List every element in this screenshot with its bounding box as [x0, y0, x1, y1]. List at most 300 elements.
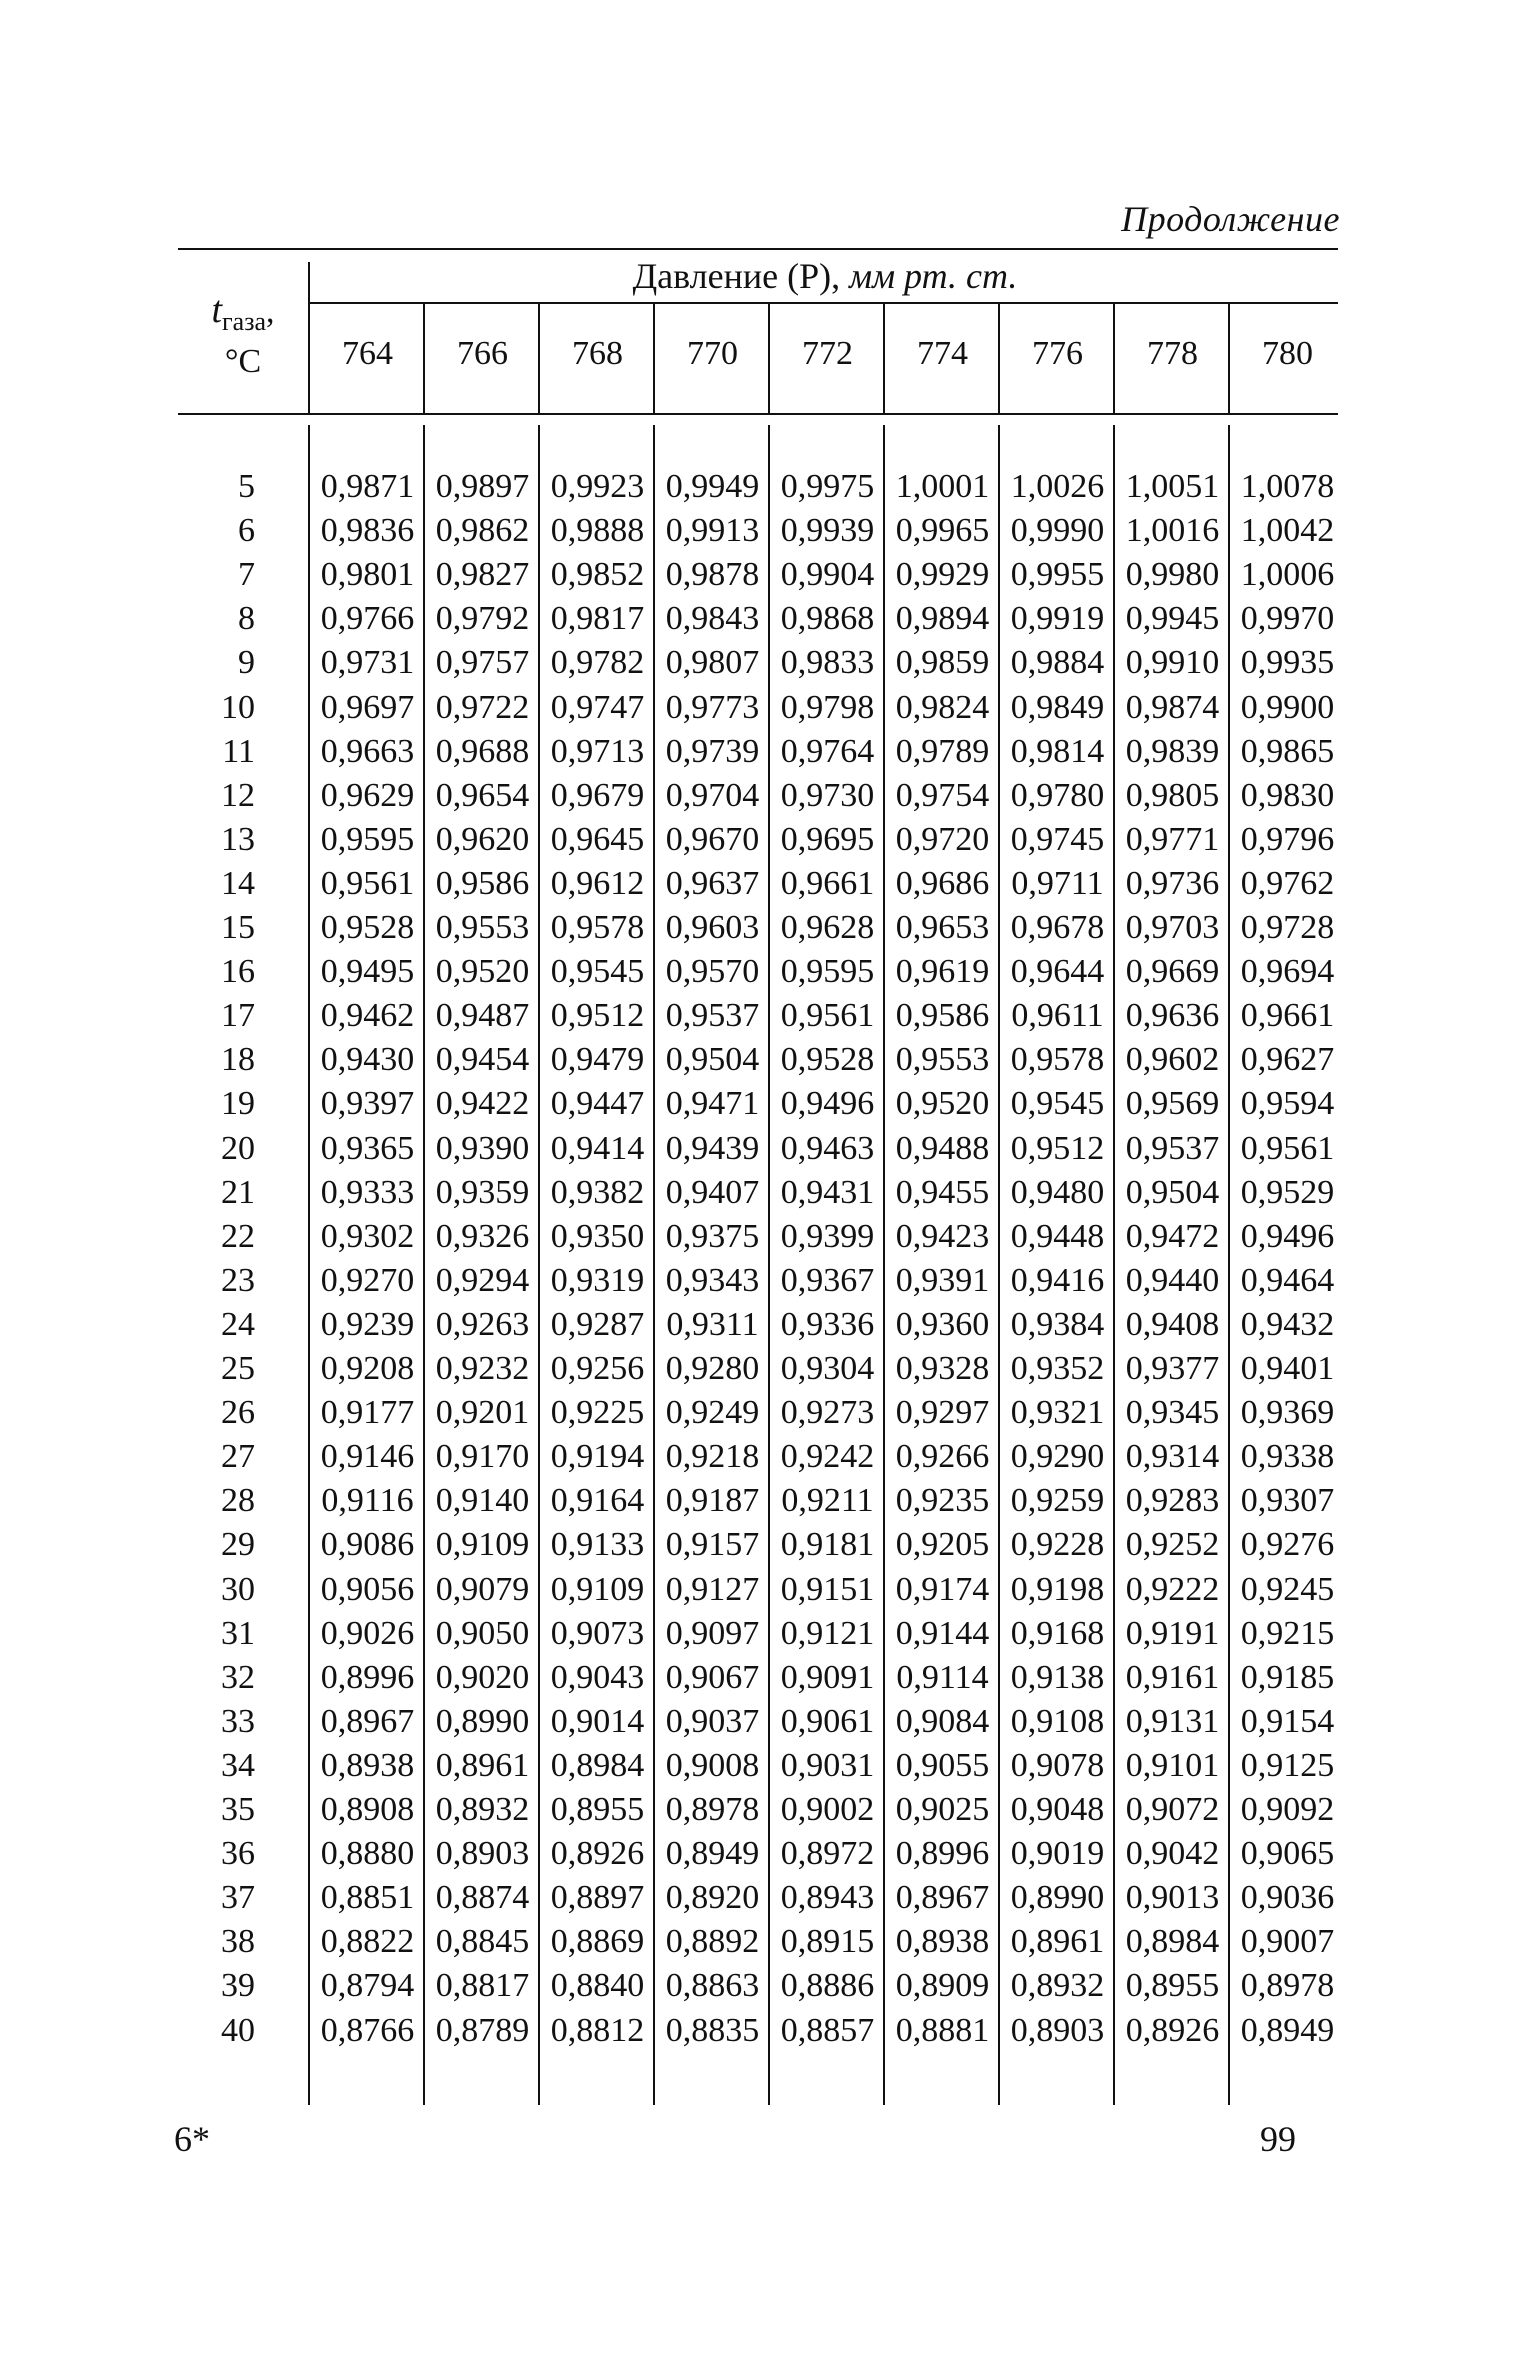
value-cell: 1,0006	[1240, 556, 1335, 594]
value-cell: 0,9637	[665, 864, 760, 902]
value-cell: 0,9127	[665, 1570, 760, 1608]
value-cell: 0,9888	[550, 512, 645, 550]
value-cell: 0,9185	[1240, 1658, 1335, 1696]
value-cell: 0,9266	[895, 1438, 990, 1476]
value-cell: 0,9086	[320, 1526, 415, 1564]
value-cell: 0,9529	[1240, 1173, 1335, 1211]
value-cell: 0,9359	[435, 1173, 530, 1211]
value-cell: 0,9578	[1010, 1041, 1105, 1079]
value-cell: 0,9439	[665, 1129, 760, 1167]
value-cell: 0,9678	[1010, 909, 1105, 946]
value-cell: 0,8789	[435, 2011, 530, 2049]
temperature-cell: 11	[222, 732, 255, 770]
value-cell: 0,9654	[435, 776, 530, 814]
value-cell: 0,9878	[665, 556, 760, 594]
pressure-header-774: 774	[917, 335, 968, 372]
temperature-cell: 12	[221, 776, 255, 814]
value-cell: 0,9369	[1240, 1394, 1335, 1432]
value-cell: 0,9859	[895, 644, 990, 682]
temperature-cell: 37	[221, 1879, 255, 1917]
value-cell: 0,8909	[895, 1967, 990, 2005]
value-cell: 0,9512	[1010, 1129, 1105, 1167]
value-cell: 0,9013	[1125, 1879, 1220, 1917]
temperature-cell: 6	[238, 512, 255, 550]
value-cell: 0,8874	[435, 1879, 530, 1917]
value-cell: 0,8955	[550, 1791, 645, 1828]
value-cell: 0,8949	[665, 1835, 760, 1873]
value-cell: 0,9367	[780, 1261, 875, 1299]
value-cell: 0,8978	[665, 1791, 760, 1828]
value-cell: 0,9627	[1240, 1041, 1335, 1079]
value-cell: 0,9338	[1240, 1438, 1335, 1476]
value-cell: 0,9430	[320, 1041, 415, 1079]
value-cell: 0,8908	[320, 1791, 415, 1828]
value-cell: 0,9694	[1240, 953, 1335, 991]
value-cell: 0,9423	[895, 1217, 990, 1255]
value-cell: 0,8915	[780, 1923, 875, 1961]
value-cell: 0,9747	[550, 688, 645, 726]
value-cell: 0,8972	[780, 1835, 875, 1873]
value-cell: 0,9314	[1125, 1438, 1220, 1476]
value-cell: 0,9528	[320, 909, 415, 946]
value-cell: 0,8961	[435, 1746, 530, 1784]
value-cell: 0,9645	[550, 820, 645, 858]
value-cell: 0,9448	[1010, 1217, 1105, 1255]
temperature-cell: 9	[238, 644, 255, 682]
value-cell: 0,8903	[435, 1835, 530, 1873]
value-cell: 0,9245	[1240, 1570, 1335, 1608]
value-cell: 0,9101	[1125, 1746, 1220, 1784]
value-cell: 0,9109	[435, 1526, 530, 1564]
value-cell: 0,9168	[1010, 1614, 1105, 1652]
value-cell: 0,9670	[665, 820, 760, 858]
value-cell: 0,9913	[665, 512, 760, 550]
value-cell: 0,9520	[435, 953, 530, 991]
temperature-cell: 15	[221, 909, 255, 946]
value-cell: 0,9416	[1010, 1261, 1105, 1299]
value-cell: 0,9215	[1240, 1614, 1335, 1652]
value-cell: 0,9629	[320, 776, 415, 814]
continued-label: Продолжение	[1121, 199, 1340, 239]
value-cell: 0,9276	[1240, 1526, 1335, 1564]
value-cell: 0,9757	[435, 644, 530, 682]
value-cell: 0,9440	[1125, 1261, 1220, 1299]
value-cell: 0,9377	[1125, 1350, 1220, 1387]
value-cell: 0,9154	[1240, 1702, 1335, 1740]
value-cell: 0,9537	[1125, 1129, 1220, 1167]
value-cell: 0,8840	[550, 1967, 645, 2005]
value-cell: 0,9432	[1240, 1305, 1335, 1343]
value-cell: 0,9805	[1125, 776, 1220, 814]
value-cell: 0,9174	[895, 1570, 990, 1608]
value-cell: 0,9092	[1240, 1791, 1335, 1828]
value-cell: 0,8881	[895, 2011, 990, 2049]
value-cell: 0,8863	[665, 1967, 760, 2005]
value-cell: 0,9297	[895, 1394, 990, 1432]
value-cell: 0,8897	[550, 1879, 645, 1917]
value-cell: 0,9116	[321, 1482, 414, 1520]
value-cell: 0,9728	[1240, 909, 1335, 946]
value-cell: 0,8892	[665, 1923, 760, 1961]
value-cell: 0,9603	[665, 909, 760, 946]
value-cell: 0,9766	[320, 600, 415, 638]
value-cell: 0,9382	[550, 1173, 645, 1211]
value-cell: 0,9679	[550, 776, 645, 814]
value-cell: 0,9235	[895, 1482, 990, 1520]
value-cell: 0,9528	[780, 1041, 875, 1079]
value-cell: 0,9836	[320, 512, 415, 550]
temperature-cell: 25	[221, 1350, 255, 1387]
value-cell: 0,9037	[665, 1702, 760, 1740]
temperature-cell: 22	[221, 1217, 255, 1255]
value-cell: 0,9287	[550, 1305, 645, 1343]
value-cell: 0,9520	[895, 1085, 990, 1123]
value-cell: 0,8880	[320, 1835, 415, 1873]
value-cell: 0,9205	[895, 1526, 990, 1564]
value-cell: 0,9462	[320, 997, 415, 1035]
temperature-cell: 13	[221, 820, 255, 858]
value-cell: 0,9745	[1010, 820, 1105, 858]
temperature-cell: 21	[221, 1173, 255, 1211]
value-cell: 0,9161	[1125, 1658, 1220, 1696]
value-cell: 0,9121	[780, 1614, 875, 1652]
value-cell: 0,9319	[550, 1261, 645, 1299]
temperature-cell: 35	[221, 1791, 255, 1828]
value-cell: 0,9570	[665, 953, 760, 991]
value-cell: 0,9910	[1125, 644, 1220, 682]
value-cell: 0,9754	[895, 776, 990, 814]
value-cell: 0,9252	[1125, 1526, 1220, 1564]
temperature-cell: 8	[238, 600, 255, 638]
pressure-header-770: 770	[687, 335, 738, 372]
value-cell: 0,8996	[895, 1835, 990, 1873]
value-cell: 0,9294	[435, 1261, 530, 1299]
value-cell: 0,9407	[665, 1173, 760, 1211]
pressure-header-778: 778	[1147, 335, 1198, 372]
value-cell: 0,9644	[1010, 953, 1105, 991]
value-cell: 0,9194	[550, 1438, 645, 1476]
value-cell: 0,9007	[1240, 1923, 1335, 1961]
value-cell: 0,9326	[435, 1217, 530, 1255]
value-cell: 0,9480	[1010, 1173, 1105, 1211]
value-cell: 0,9722	[435, 688, 530, 726]
value-cell: 0,9157	[665, 1526, 760, 1564]
value-cell: 0,9862	[435, 512, 530, 550]
value-cell: 0,8920	[665, 1879, 760, 1917]
value-cell: 0,9653	[895, 909, 990, 946]
value-cell: 0,9669	[1125, 953, 1220, 991]
value-cell: 1,0051	[1125, 468, 1220, 505]
value-cell: 0,9688	[435, 732, 530, 770]
value-cell: 0,8938	[895, 1923, 990, 1961]
value-cell: 0,9595	[320, 820, 415, 858]
value-cell: 0,8967	[320, 1702, 415, 1740]
value-cell: 0,8851	[320, 1879, 415, 1917]
value-cell: 0,9619	[895, 953, 990, 991]
value-cell: 0,9663	[320, 732, 415, 770]
value-cell: 0,9628	[780, 909, 875, 946]
value-cell: 0,9697	[320, 688, 415, 726]
value-cell: 0,9720	[895, 820, 990, 858]
value-cell: 0,9133	[550, 1526, 645, 1564]
value-cell: 0,9780	[1010, 776, 1105, 814]
value-cell: 0,9955	[1010, 556, 1105, 594]
temperature-cell: 19	[221, 1085, 255, 1123]
value-cell: 0,9980	[1125, 556, 1220, 594]
value-cell: 0,9814	[1010, 732, 1105, 770]
value-cell: 0,9242	[780, 1438, 875, 1476]
value-cell: 0,9827	[435, 556, 530, 594]
value-cell: 0,9713	[550, 732, 645, 770]
value-cell: 1,0026	[1010, 468, 1105, 505]
value-cell: 0,8794	[320, 1967, 415, 2005]
value-cell: 0,9695	[780, 820, 875, 858]
value-cell: 0,9031	[780, 1746, 875, 1784]
temperature-cell: 26	[221, 1394, 255, 1432]
value-cell: 0,9239	[320, 1305, 415, 1343]
value-cell: 0,9817	[550, 600, 645, 638]
value-cell: 0,9586	[435, 864, 530, 902]
value-cell: 0,9578	[550, 909, 645, 946]
pressure-header-764: 764	[342, 335, 393, 372]
value-cell: 0,9350	[550, 1217, 645, 1255]
value-cell: 0,9390	[435, 1129, 530, 1167]
value-cell: 0,8967	[895, 1879, 990, 1917]
value-cell: 1,0001	[895, 468, 990, 505]
value-cell: 0,9108	[1010, 1702, 1105, 1740]
value-cell: 0,9661	[1240, 997, 1335, 1035]
temperature-cell: 23	[221, 1261, 255, 1299]
value-cell: 0,9177	[320, 1394, 415, 1432]
value-cell: 0,9280	[665, 1350, 760, 1387]
value-cell: 0,9097	[665, 1614, 760, 1652]
value-cell: 0,9198	[1010, 1570, 1105, 1608]
value-cell: 0,9002	[780, 1791, 875, 1828]
value-cell: 0,9975	[780, 468, 875, 505]
value-cell: 0,8932	[1010, 1967, 1105, 2005]
value-cell: 0,9131	[1125, 1702, 1220, 1740]
pressure-header-766: 766	[457, 335, 508, 372]
value-cell: 0,9201	[435, 1394, 530, 1432]
value-cell: 0,9830	[1240, 776, 1335, 814]
temperature-cell: 31	[221, 1614, 255, 1652]
value-cell: 0,9865	[1240, 732, 1335, 770]
value-cell: 0,9170	[435, 1438, 530, 1476]
value-cell: 0,8932	[435, 1791, 530, 1828]
value-cell: 0,9151	[780, 1570, 875, 1608]
value-cell: 0,9067	[665, 1658, 760, 1696]
value-cell: 0,9868	[780, 600, 875, 638]
value-cell: 0,9431	[780, 1173, 875, 1211]
temperature-cell: 32	[221, 1658, 255, 1696]
value-cell: 0,9414	[550, 1129, 645, 1167]
pressure-header-768: 768	[572, 335, 623, 372]
value-cell: 0,8949	[1240, 2011, 1335, 2049]
value-cell: 0,9612	[550, 864, 645, 902]
value-cell: 0,8990	[1010, 1879, 1105, 1917]
value-cell: 0,9561	[780, 997, 875, 1035]
value-cell: 0,9773	[665, 688, 760, 726]
value-cell: 0,9352	[1010, 1350, 1105, 1387]
pressure-title	[310, 255, 1340, 297]
pressure-header-780: 780	[1262, 335, 1313, 372]
value-cell: 0,9020	[435, 1658, 530, 1696]
value-cell: 0,9736	[1125, 864, 1220, 902]
value-cell: 0,9025	[895, 1791, 990, 1828]
value-cell: 1,0042	[1240, 512, 1335, 550]
value-cell: 0,9504	[1125, 1173, 1220, 1211]
value-cell: 0,9343	[665, 1261, 760, 1299]
value-cell: 0,9302	[320, 1217, 415, 1255]
value-cell: 0,9365	[320, 1129, 415, 1167]
value-cell: 0,9611	[1011, 997, 1104, 1035]
value-cell: 0,8812	[550, 2011, 645, 2049]
temperature-cell: 17	[221, 997, 255, 1035]
temperature-cell: 24	[221, 1305, 255, 1343]
value-cell: 0,9919	[1010, 600, 1105, 638]
value-cell: 0,9569	[1125, 1085, 1220, 1123]
value-cell: 0,9661	[780, 864, 875, 902]
value-cell: 0,8817	[435, 1967, 530, 2005]
value-cell: 0,9043	[550, 1658, 645, 1696]
value-cell: 0,8766	[320, 2011, 415, 2049]
value-cell: 0,9211	[781, 1482, 874, 1520]
value-cell: 0,9336	[780, 1305, 875, 1343]
value-cell: 0,8938	[320, 1746, 415, 1784]
value-cell: 0,9065	[1240, 1835, 1335, 1873]
value-cell: 0,9273	[780, 1394, 875, 1432]
value-cell: 0,9545	[550, 953, 645, 991]
value-cell: 0,9874	[1125, 688, 1220, 726]
value-cell: 0,9843	[665, 600, 760, 638]
top-rule	[178, 248, 1338, 250]
value-cell: 0,9270	[320, 1261, 415, 1299]
pressure-sub-rule	[310, 302, 1338, 304]
signature-mark: 6*	[174, 2119, 210, 2159]
value-cell: 0,9495	[320, 953, 415, 991]
value-cell: 0,9008	[665, 1746, 760, 1784]
value-cell: 0,9048	[1010, 1791, 1105, 1828]
value-cell: 0,9929	[895, 556, 990, 594]
value-cell: 0,9072	[1125, 1791, 1220, 1828]
value-cell: 0,9553	[895, 1041, 990, 1079]
value-cell: 0,9762	[1240, 864, 1335, 902]
value-cell: 0,9970	[1240, 600, 1335, 638]
value-cell: 0,9138	[1010, 1658, 1105, 1696]
temperature-column-header	[178, 290, 308, 382]
value-cell: 0,9949	[665, 468, 760, 505]
value-cell: 0,9561	[1240, 1129, 1335, 1167]
value-cell: 0,9923	[550, 468, 645, 505]
value-cell: 0,9824	[895, 688, 990, 726]
value-cell: 0,9771	[1125, 820, 1220, 858]
value-cell: 0,9114	[896, 1658, 989, 1696]
value-cell: 0,9401	[1240, 1350, 1335, 1387]
temperature-cell: 10	[221, 688, 255, 726]
value-cell: 0,9144	[895, 1614, 990, 1652]
temperature-cell: 38	[221, 1923, 255, 1961]
value-cell: 0,9050	[435, 1614, 530, 1652]
value-cell: 0,8996	[320, 1658, 415, 1696]
value-cell: 0,9311	[666, 1305, 759, 1343]
value-cell: 0,9055	[895, 1746, 990, 1784]
value-cell: 0,9375	[665, 1217, 760, 1255]
value-cell: 0,9686	[895, 864, 990, 902]
value-cell: 0,9073	[550, 1614, 645, 1652]
value-cell: 0,9602	[1125, 1041, 1220, 1079]
value-cell: 0,9283	[1125, 1482, 1220, 1520]
temperature-cell: 5	[238, 468, 255, 505]
value-cell: 0,9036	[1240, 1879, 1335, 1917]
value-cell: 0,9408	[1125, 1305, 1220, 1343]
value-cell: 0,9990	[1010, 512, 1105, 550]
value-cell: 0,9259	[1010, 1482, 1105, 1520]
value-cell: 0,9537	[665, 997, 760, 1035]
value-cell: 0,9208	[320, 1350, 415, 1387]
value-cell: 0,9187	[665, 1482, 760, 1520]
value-cell: 0,9056	[320, 1570, 415, 1608]
value-cell: 0,9789	[895, 732, 990, 770]
value-cell: 0,9125	[1240, 1746, 1335, 1784]
value-cell: 0,9061	[780, 1702, 875, 1740]
value-cell: 0,8845	[435, 1923, 530, 1961]
value-cell: 0,9796	[1240, 820, 1335, 858]
value-cell: 0,9731	[320, 644, 415, 682]
value-cell: 0,8835	[665, 2011, 760, 2049]
value-cell: 0,9488	[895, 1129, 990, 1167]
value-cell: 0,9232	[435, 1350, 530, 1387]
value-cell: 0,9852	[550, 556, 645, 594]
value-cell: 0,9792	[435, 600, 530, 638]
value-cell: 0,9084	[895, 1702, 990, 1740]
value-cell: 0,8857	[780, 2011, 875, 2049]
value-cell: 0,9807	[665, 644, 760, 682]
value-cell: 0,9109	[550, 1570, 645, 1608]
value-cell: 0,9545	[1010, 1085, 1105, 1123]
value-cell: 0,9871	[320, 468, 415, 505]
value-cell: 0,9594	[1240, 1085, 1335, 1123]
value-cell: 0,9384	[1010, 1305, 1105, 1343]
value-cell: 0,9263	[435, 1305, 530, 1343]
temperature-cell: 16	[221, 953, 255, 991]
value-cell: 0,9595	[780, 953, 875, 991]
value-cell: 0,9290	[1010, 1438, 1105, 1476]
value-cell: 0,9014	[550, 1702, 645, 1740]
value-cell: 0,9900	[1240, 688, 1335, 726]
value-cell: 0,9833	[780, 644, 875, 682]
value-cell: 0,9360	[895, 1305, 990, 1343]
value-cell: 0,9472	[1125, 1217, 1220, 1255]
temperature-cell: 36	[221, 1835, 255, 1873]
value-cell: 0,9454	[435, 1041, 530, 1079]
value-cell: 0,9849	[1010, 688, 1105, 726]
page-number: 99	[1260, 2119, 1296, 2159]
temperature-cell: 14	[221, 864, 255, 902]
value-cell: 0,9897	[435, 468, 530, 505]
value-cell: 0,9222	[1125, 1570, 1220, 1608]
value-cell: 0,9164	[550, 1482, 645, 1520]
value-cell: 0,9884	[1010, 644, 1105, 682]
value-cell: 0,9191	[1125, 1614, 1220, 1652]
value-cell: 0,8984	[1125, 1923, 1220, 1961]
value-cell: 0,9935	[1240, 644, 1335, 682]
value-cell: 0,8990	[435, 1702, 530, 1740]
value-cell: 0,9711	[1011, 864, 1104, 902]
value-cell: 0,8961	[1010, 1923, 1105, 1961]
value-cell: 0,9447	[550, 1085, 645, 1123]
temperature-cell: 27	[221, 1438, 255, 1476]
temperature-cell: 29	[221, 1526, 255, 1564]
